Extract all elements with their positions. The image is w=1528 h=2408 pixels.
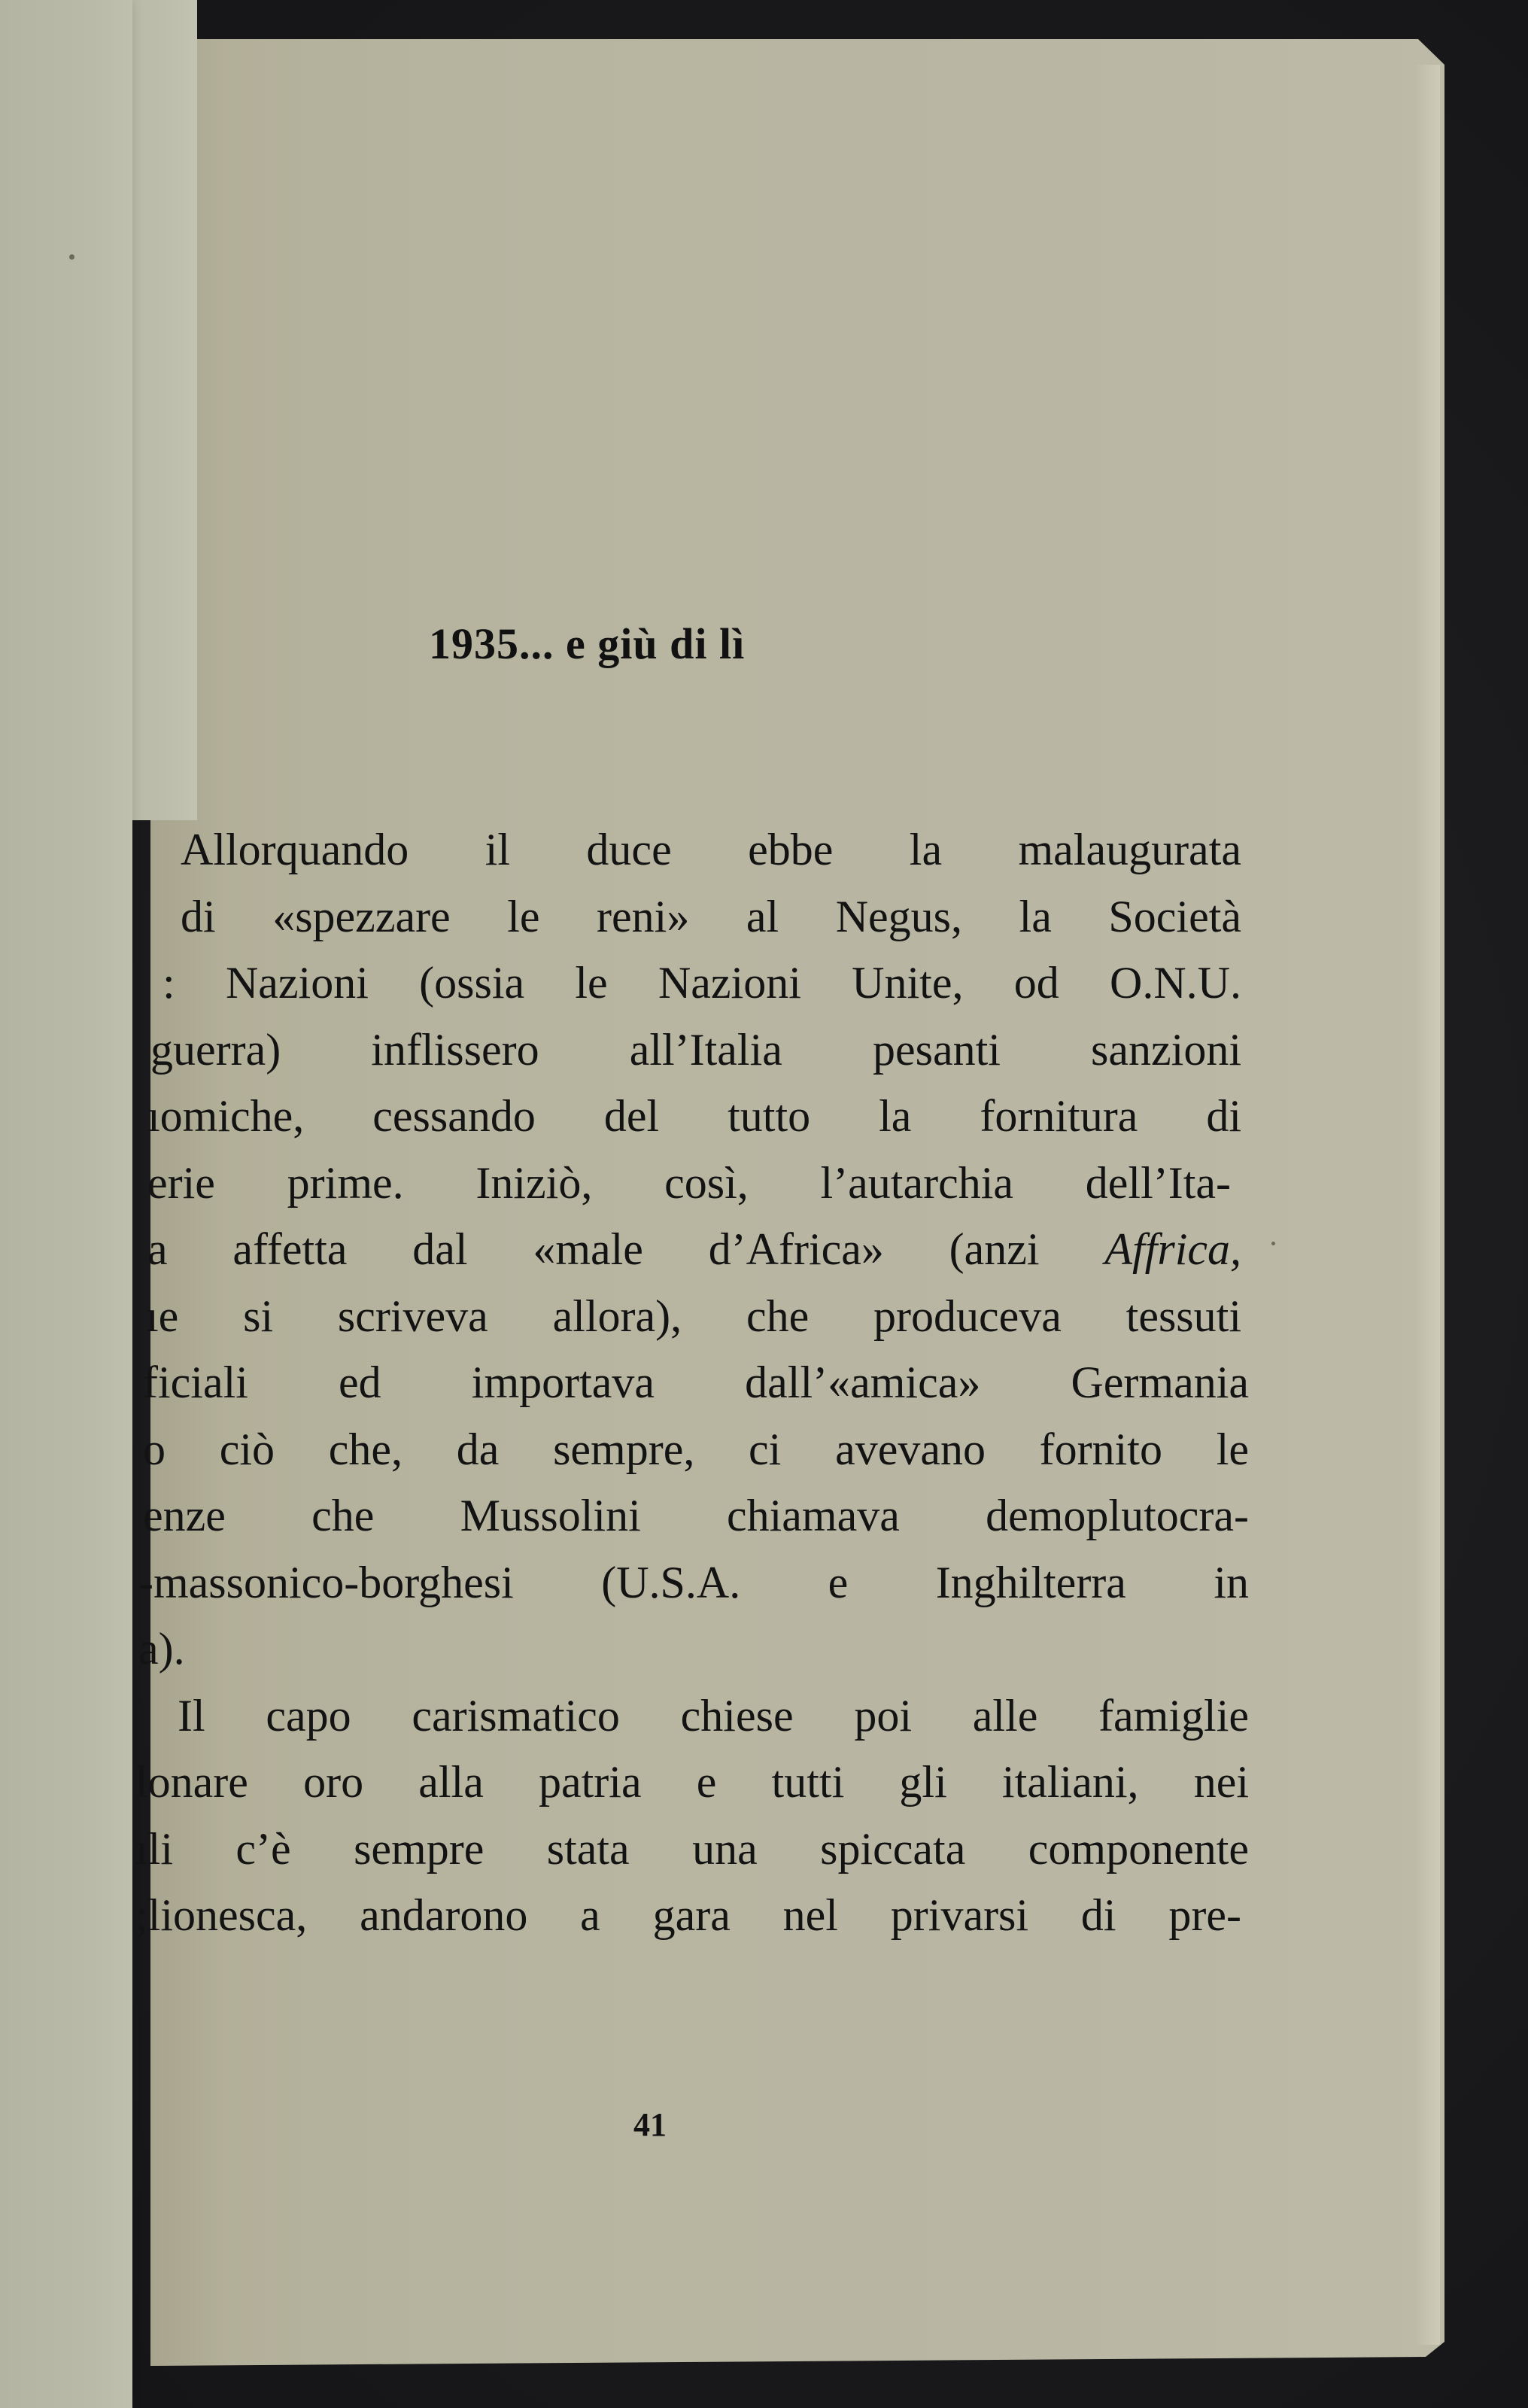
chapter-title: 1935... e giù di lì [429, 619, 746, 668]
text-line: enze che Mussolini chiamava demoplutocra- [143, 1491, 1249, 1540]
text-line: erie prime. Iniziò, così, l’autarchia dell’Ita- [147, 1157, 1231, 1208]
page-stack-edge [1414, 65, 1440, 2345]
page-number: 41 [633, 2106, 667, 2143]
paper-speck [69, 254, 74, 260]
text-line: guerra) inflissero all’Italia pesanti sanzioni [150, 1024, 1241, 1075]
text-line: ıli c’è sempre stata una spiccata componente [135, 1823, 1249, 1874]
text-line: : Nazioni (ossia le Nazioni Unite, od O.N.U. [163, 958, 1241, 1008]
text-line: Allorquando il duce ebbe la malaugurata [181, 825, 1241, 874]
text-line: lonare oro alla patria e tutti gli italiani, nei [135, 1757, 1249, 1807]
text-line: ıomiche, cessando del tutto la fornitura di [147, 1091, 1241, 1141]
text-line: -massonico-borghesi (U.S.A. e Inghilterra in [138, 1557, 1249, 1607]
text-line [135, 1216, 1241, 1283]
text-line: ıe si scriveva allora), che produceva tessuti [146, 1291, 1241, 1341]
text-line: di «spezzare le reni» al Negus, la Società [181, 891, 1241, 941]
text-line: ficiali ed importava dall’«amica» Germania [143, 1358, 1249, 1407]
facing-page [0, 0, 132, 2408]
body-text [135, 816, 1249, 1949]
text-line: o ciò che, da sempre, ci avevano fornito le [143, 1424, 1249, 1474]
paper-speck [1271, 1242, 1275, 1245]
text-line-regular: a affetta dal «male d’Africa» (anzi [147, 1224, 1105, 1274]
text-line-italic: Affrica, [1104, 1224, 1241, 1274]
text-line: ;lionesca, andarono a gara nel privarsi di pre- [135, 1890, 1241, 1940]
text-line: Il capo carismatico chiese poi alle famiglie [178, 1690, 1249, 1741]
text-line: a). [138, 1624, 185, 1674]
